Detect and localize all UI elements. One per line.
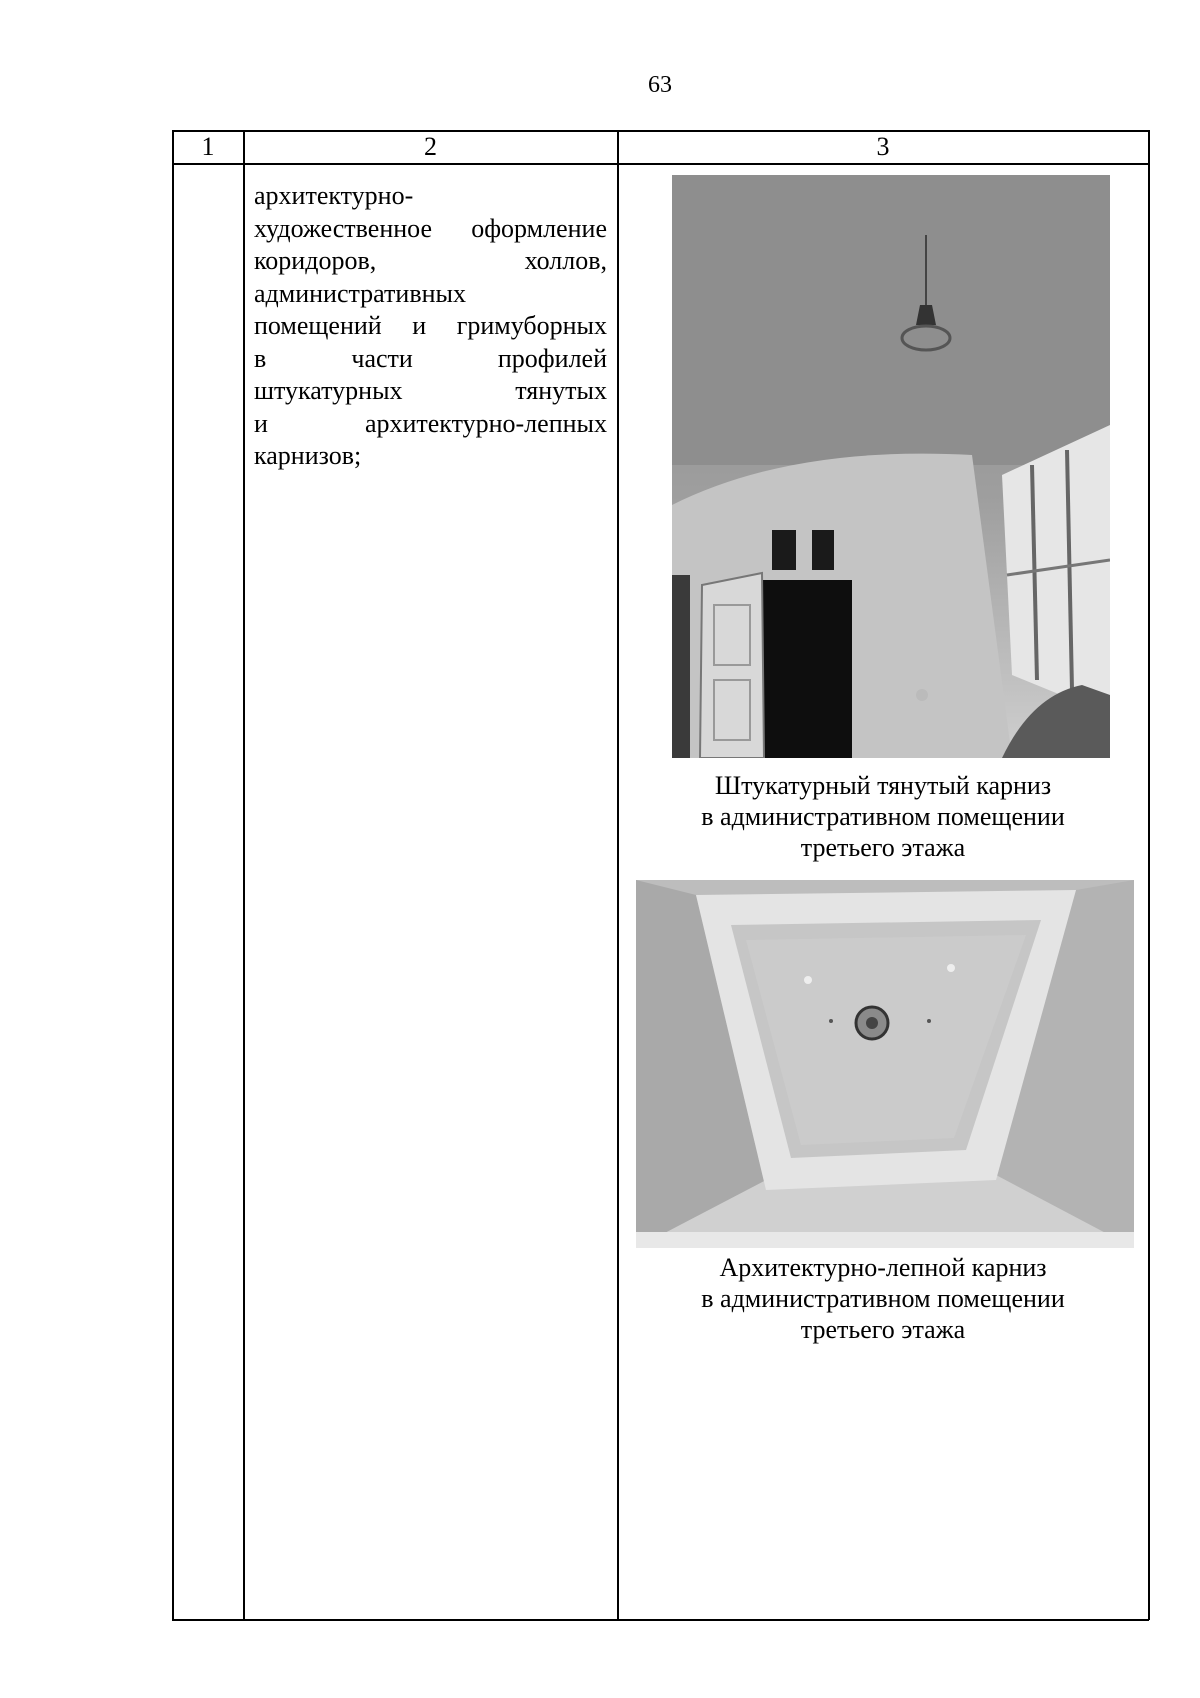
column-divider-1 bbox=[243, 130, 245, 1620]
page-number: 63 bbox=[648, 72, 672, 98]
column-header-2: 2 bbox=[424, 132, 437, 161]
column-header-3: 3 bbox=[876, 132, 890, 161]
caption-line: в административном помещении bbox=[701, 1284, 1065, 1313]
table-left-border bbox=[172, 130, 174, 1620]
photo-caption-1 bbox=[618, 770, 1148, 863]
column-header-1: 1 bbox=[201, 132, 215, 161]
description-line: помещений и гримуборных bbox=[254, 311, 607, 340]
caption-line: третьего этажа bbox=[800, 833, 966, 862]
description-line: штукатурных тянутых bbox=[254, 376, 607, 405]
table-header-divider bbox=[172, 163, 1149, 165]
description-line: архитектурно- bbox=[254, 181, 414, 210]
description-line: коридоров, холлов, bbox=[254, 246, 607, 275]
caption-line: Архитектурно-лепной карниз bbox=[719, 1253, 1047, 1282]
row-description bbox=[254, 180, 607, 473]
description-line: в части профилей bbox=[254, 343, 607, 373]
description-line: художественное оформление bbox=[254, 213, 607, 243]
table-bottom-border bbox=[172, 1619, 1149, 1621]
photo-caption-2 bbox=[618, 1252, 1148, 1345]
description-line: административных bbox=[254, 278, 466, 308]
column-divider-2 bbox=[617, 130, 619, 1620]
caption-line: в административном помещении bbox=[701, 802, 1065, 831]
caption-line: Штукатурный тянутый карниз bbox=[714, 771, 1052, 800]
table-right-border bbox=[1148, 130, 1150, 1620]
photo-plaster-cornice bbox=[672, 175, 1110, 758]
description-line: карнизов; bbox=[254, 441, 362, 470]
description-line: и архитектурно-лепных bbox=[254, 408, 607, 438]
caption-line: третьего этажа bbox=[800, 1315, 966, 1344]
photo-molded-cornice bbox=[636, 880, 1134, 1248]
